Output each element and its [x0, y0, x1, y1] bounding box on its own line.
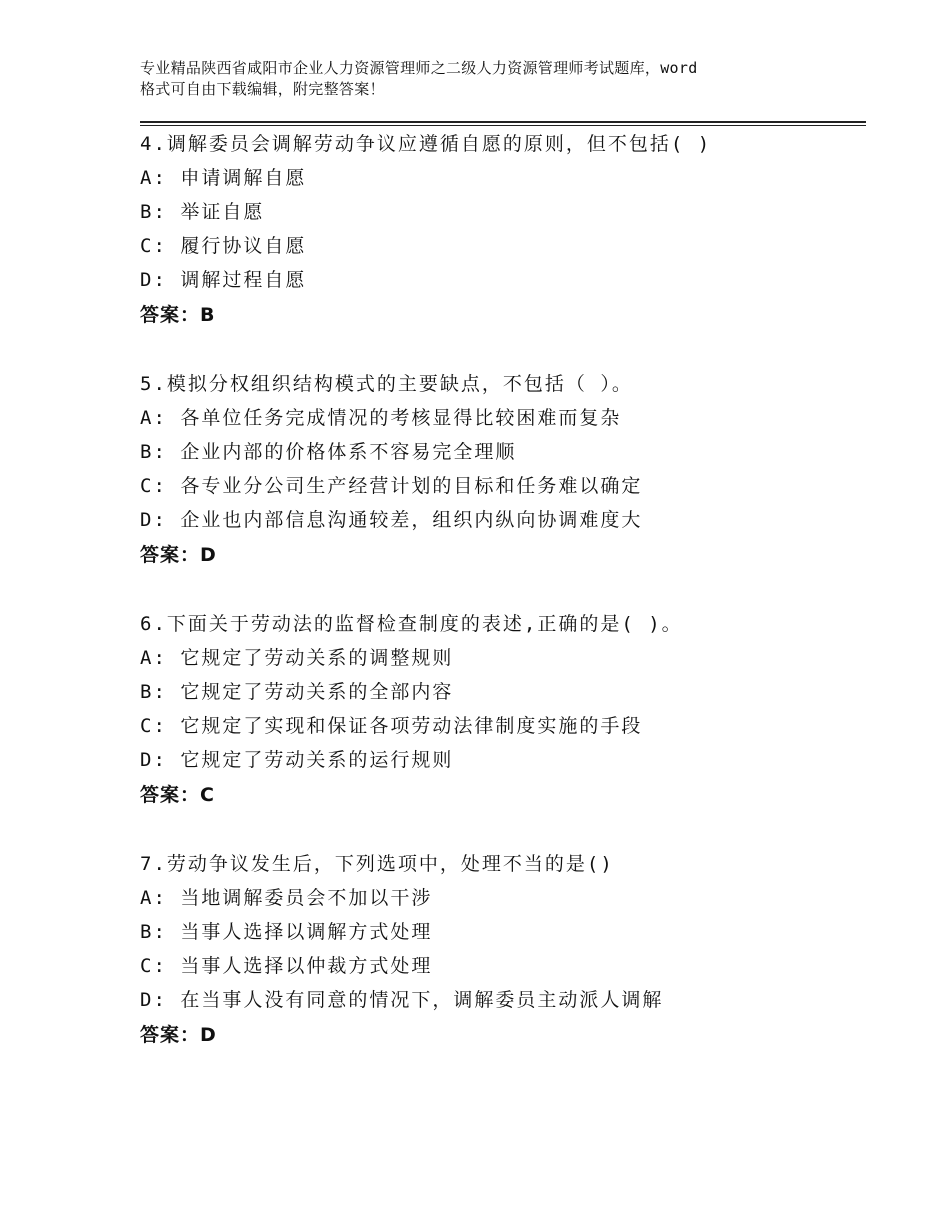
- option-a: A: 当地调解委员会不加以干涉: [140, 887, 433, 909]
- answer-line: [140, 537, 866, 573]
- answer-label: 答案：: [140, 784, 201, 806]
- option-c: C: 履行协议自愿: [140, 235, 307, 257]
- question-stem: 7.劳动争议发生后，下列选项中，处理不当的是(): [140, 853, 614, 875]
- document-header: [140, 58, 840, 100]
- option-c: C: 各专业分公司生产经营计划的目标和任务难以确定: [140, 475, 643, 497]
- answer-value: B: [200, 304, 216, 326]
- answer-line: [140, 297, 866, 333]
- option-b: B: 企业内部的价格体系不容易完全理顺: [140, 441, 517, 463]
- option-a: A: 各单位任务完成情况的考核显得比较困难而复杂: [140, 407, 622, 429]
- header-divider-thick: [140, 121, 866, 123]
- question-stem: 5.模拟分权组织结构模式的主要缺点，不包括（ ）。: [140, 373, 633, 395]
- answer-label: 答案：: [140, 1024, 201, 1046]
- question-4: [140, 127, 866, 333]
- option-d: D: 它规定了劳动关系的运行规则: [140, 749, 454, 771]
- answer-value: D: [200, 544, 217, 566]
- option-a: A: 它规定了劳动关系的调整规则: [140, 647, 454, 669]
- answer-line: [140, 777, 866, 813]
- header-line-1: 专业精品陕西省咸阳市企业人力资源管理师之二级人力资源管理师考试题库，word: [140, 59, 698, 77]
- header-line-2: 格式可自由下载编辑，附完整答案！: [140, 80, 385, 98]
- answer-label: 答案：: [140, 304, 201, 326]
- question-6: [140, 607, 866, 813]
- question-list: [140, 127, 866, 1087]
- answer-value: C: [200, 784, 215, 806]
- option-d: D: 企业也内部信息沟通较差，组织内纵向协调难度大: [140, 509, 643, 531]
- answer-label: 答案：: [140, 544, 201, 566]
- option-d: D: 调解过程自愿: [140, 269, 307, 291]
- question-7: [140, 847, 866, 1053]
- option-b: B: 举证自愿: [140, 201, 265, 223]
- question-stem: 6.下面关于劳动法的监督检查制度的表述,正确的是( )。: [140, 613, 683, 635]
- option-b: B: 当事人选择以调解方式处理: [140, 921, 433, 943]
- option-c: C: 它规定了实现和保证各项劳动法律制度实施的手段: [140, 715, 643, 737]
- answer-value: D: [200, 1024, 217, 1046]
- option-a: A: 申请调解自愿: [140, 167, 307, 189]
- option-b: B: 它规定了劳动关系的全部内容: [140, 681, 454, 703]
- answer-line: [140, 1017, 866, 1053]
- question-stem: 4.调解委员会调解劳动争议应遵循自愿的原则，但不包括( ): [140, 133, 712, 155]
- header-divider-thin: [140, 125, 866, 126]
- question-5: [140, 367, 866, 573]
- option-c: C: 当事人选择以仲裁方式处理: [140, 955, 433, 977]
- option-d: D: 在当事人没有同意的情况下，调解委员主动派人调解: [140, 989, 664, 1011]
